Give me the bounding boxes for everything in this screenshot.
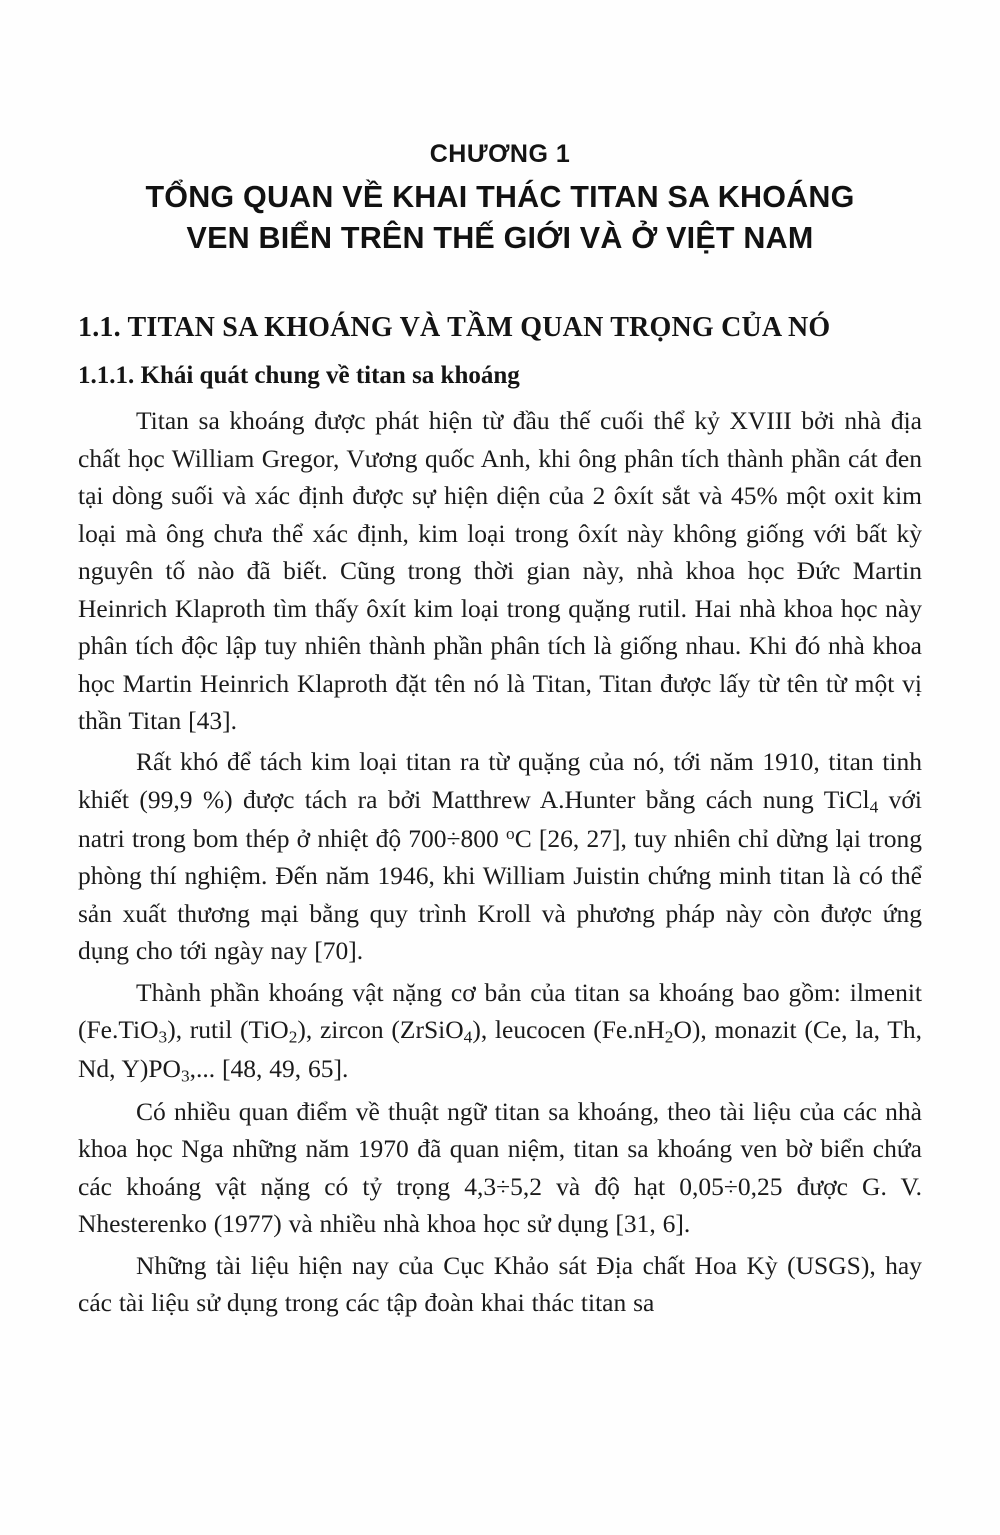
chapter-title	[78, 177, 922, 258]
paragraph-3-subscript-1: 3	[158, 1027, 168, 1047]
paragraph-5: Những tài liệu hiện nay của Cục Khảo sát Địa chất Hoa Kỳ (USGS), hay các tài liệu sử dụng trong các tập đoàn khai thác titan sa	[78, 1250, 922, 1318]
chapter-title-line-1: TỔNG QUAN VỀ KHAI THÁC TITAN SA KHOÁNG	[145, 180, 855, 214]
paragraph-1: Titan sa khoáng được phát hiện từ đầu thế cuối thể kỷ XVIII bởi nhà địa chất học William Gregor, Vương quốc Anh, khi ông phân tích thành phần cát đen tại dòng suối và xác định được sự hiện diện của 2 ôxít sắt và 45% một oxit kim loại mà ông chưa thể xác định, kim loại trong ôxít này không giống với bất kỳ nguyên tố nào đã biết. Cũng trong thời gian này, nhà khoa học Đức Martin Heinrich Klaproth tìm thấy ôxít kim loại trong quặng rutil. Hai nhà khoa học này phân tích độc lập tuy nhiên thành phần phân tích là giống nhau. Khi đó nhà khoa học Martin Heinrich Klaproth đặt tên nó là Titan, Titan được lấy từ tên từ một vị thần Titan [43].	[78, 406, 922, 735]
paragraph-3-subscript-3: 4	[463, 1027, 473, 1047]
paragraph-2-subscript-1: 4	[869, 797, 879, 817]
paragraph-2-part-3: C [26, 27], tuy nhiên chỉ dừng lại trong phòng thí nghiệm. Đến năm 1946, khi William Juistin chứng minh titan là có thể sản xuất thương mại bằng quy trình Kroll và phương pháp này còn được ứng dụng cho tới ngày nay [70].	[78, 823, 922, 966]
paragraph-3	[78, 974, 922, 1089]
subsection-title: 1.1.1. Khái quát chung về titan sa khoáng	[78, 362, 520, 390]
paragraph-3-subscript-5: 3	[180, 1066, 190, 1086]
paragraph-3-part-1: Thành phần khoáng vật nặng cơ bản của titan sa khoáng bao gồm: ilmenit (Fe.TiO	[78, 977, 922, 1045]
chapter-label: CHƯƠNG 1	[429, 140, 571, 168]
paragraph-2-superscript-degree: o	[506, 823, 515, 843]
paragraph-4: Có nhiều quan điểm về thuật ngữ titan sa khoáng, theo tài liệu của các nhà khoa học Nga những năm 1970 đã quan niệm, titan sa khoáng ven bờ biển chứa các khoáng vật nặng có tỷ trọng 4,3÷5,2 và độ hạt 0,05÷0,25 được G. V. Nhesterenko (1977) và nhiều nhà khoa học sử dụng [31, 6].	[78, 1096, 922, 1239]
paragraph-3-part-3: ), zircon (ZrSiO	[297, 1015, 464, 1045]
paragraph-3-subscript-2: 2	[288, 1027, 298, 1047]
paragraph-3-part-5: O), monazit (Ce, la, Th, Nd, Y)PO	[78, 1015, 922, 1084]
paragraph-2-part-1: Rất khó để tách kim loại titan ra từ quặng của nó, tới năm 1910, titan tinh khiết (99,9 %) được tách ra bởi Matthrew A.Hunter bằng cách nung TiCl	[78, 747, 922, 814]
paragraph-3-subscript-4: 2	[664, 1027, 674, 1047]
section-title: 1.1. TITAN SA KHOÁNG VÀ TẦM QUAN TRỌNG CỦA NÓ	[78, 312, 831, 344]
paragraph-3-part-2: ), rutil (TiO	[167, 1015, 289, 1045]
paragraph-3-part-4: ), leucocen (Fe.nH	[472, 1015, 665, 1045]
chapter-title-line-2: VEN BIỂN TRÊN THẾ GIỚI VÀ Ở VIỆT NAM	[186, 220, 814, 255]
paragraph-2-part-2: với natri trong bom thép ở nhiệt độ 700÷800	[78, 784, 922, 853]
paragraph-2	[78, 743, 922, 969]
paragraph-3-part-6: ,... [48, 49, 65].	[189, 1054, 349, 1084]
